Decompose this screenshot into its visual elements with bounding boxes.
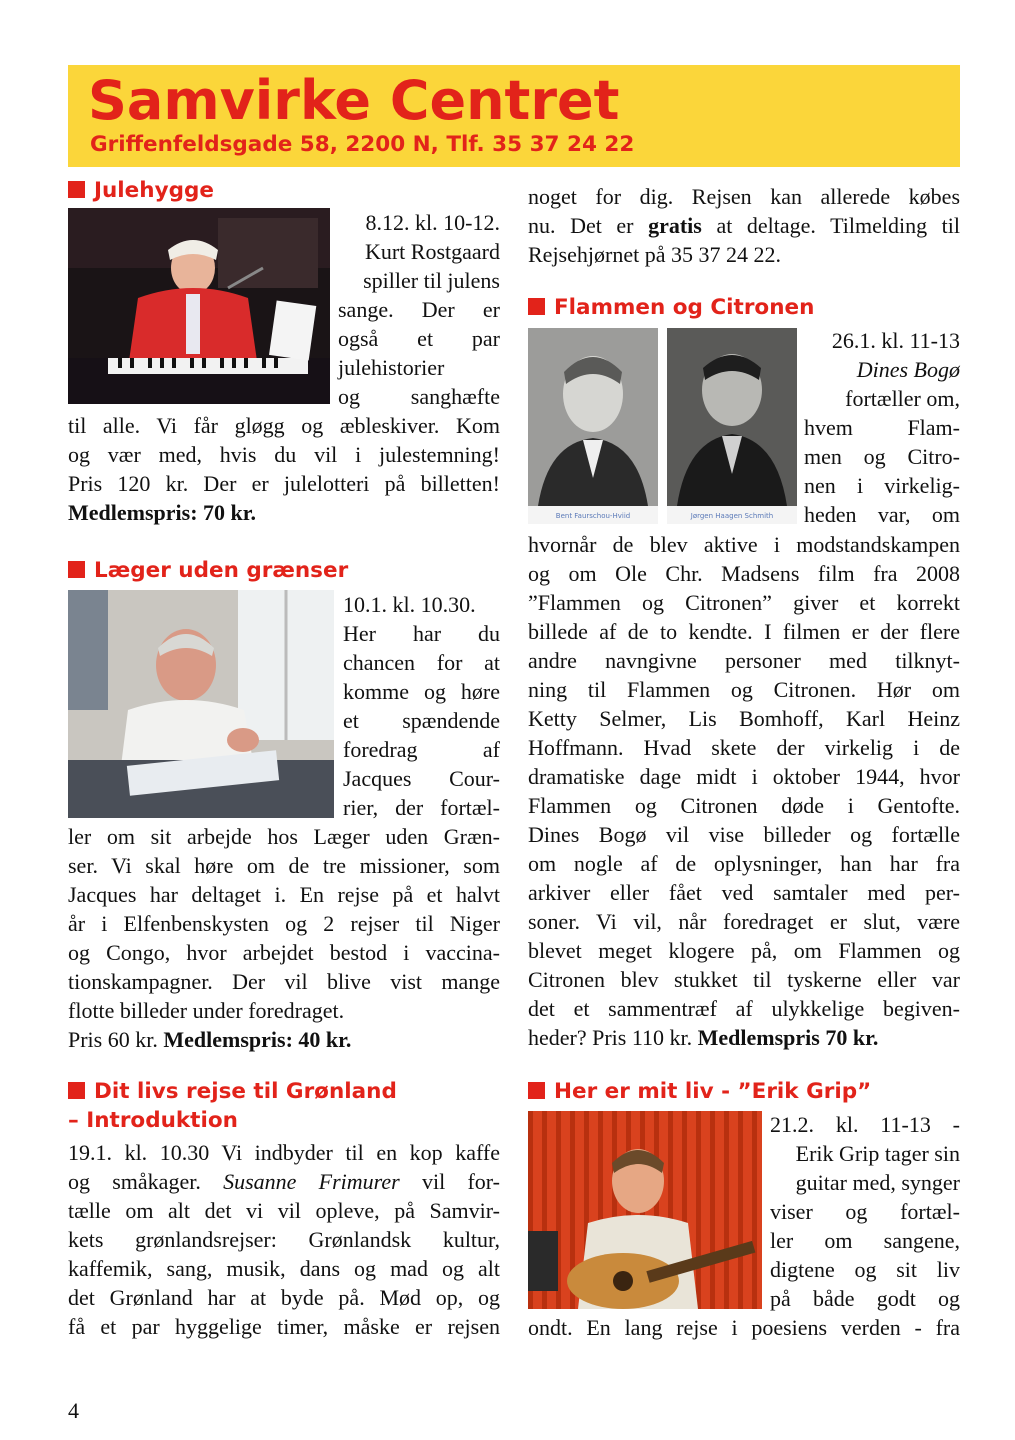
text-line: det Grønland har at byde på. Mød op, og [68, 1285, 500, 1310]
text-line [804, 355, 960, 384]
text-line: soner. Vi vil, når foredraget er slut, være [528, 909, 960, 934]
text-line: Citronen blev stukket til tyskerne eller var [528, 967, 960, 992]
text-line: og Congo, hvor arbejdet bestod i vaccina- [68, 940, 500, 965]
text-line: guitar med, synger [795, 1170, 960, 1195]
text-line: år i Elfenbenskysten og 2 rejser til Niger [68, 911, 500, 936]
free-label: gratis [648, 213, 702, 238]
price-text: Pris 60 kr. [68, 1027, 158, 1052]
photo-caption-right: Jørgen Haagen Schmith [690, 512, 774, 520]
text-line: rier, der fortæl- [343, 795, 500, 820]
groenland-text [68, 1138, 500, 1341]
text-line: om nogle af de oplysninger, han har fra [528, 851, 960, 876]
text-line: men og Citro- [804, 444, 960, 469]
text-line: komme og høre [343, 679, 500, 704]
text-line: 26.1. kl. 11-13 [831, 328, 960, 353]
text-line: Hoffmann. Hvad skete der virkelig i de [528, 735, 960, 760]
section-subtitle-groenland [68, 1106, 238, 1135]
text-line: heden var, om [804, 502, 960, 527]
text-fragment: at deltage. Tilmelding til [716, 213, 960, 238]
section-title-text: – Introduktion [68, 1108, 238, 1133]
text-line: Kurt Rostgaard [364, 239, 500, 264]
speaker-photo [68, 590, 334, 818]
section-title-text: Flammen og Citronen [554, 295, 815, 320]
text-line: 19.1. kl. 10.30 Vi indbyder til en kop kaffe [68, 1140, 500, 1165]
text-line: 10.1. kl. 10.30. [343, 592, 476, 617]
member-price-text: Medlemspris: 40 kr. [163, 1027, 352, 1052]
text-line: tælle om alt det vi vil opleve, på Samvir- [68, 1198, 500, 1223]
section-title-text: Dit livs rejse til Grønland [94, 1079, 397, 1104]
section-title-laeger [68, 556, 348, 585]
text-line: Jacques har deltaget i. En rejse på et halvt [68, 882, 500, 907]
text-line: også et par [338, 326, 500, 351]
text-line: dramatiske dage midt i oktober 1944, hvor [528, 764, 960, 789]
price-text: heder? Pris 110 kr. [528, 1025, 693, 1050]
text-line: tionskampagner. Der vil blive vist mange [68, 969, 500, 994]
bullet-square-icon [528, 298, 545, 315]
text-line: og om Ole Chr. Madsens film fra 2008 [528, 561, 960, 586]
text-line: Rejsehjørnet på 35 37 24 22. [528, 242, 781, 267]
text-line: på både godt og [770, 1286, 960, 1311]
erik-text-beside [770, 1110, 960, 1313]
resistance-portraits-photo [528, 328, 797, 524]
member-price-text: Medlemspris: 70 kr. [68, 500, 257, 525]
section-title-text: Julehygge [94, 178, 214, 203]
page-number: 4 [68, 1398, 79, 1423]
text-line: chancen for at [343, 650, 500, 675]
text-line: flotte billeder under foredraget. [68, 998, 345, 1023]
text-line [68, 1167, 500, 1196]
text-line: julehistorier [338, 355, 445, 380]
flammen-text-beside [804, 326, 960, 529]
text-fragment: og småkager. [68, 1169, 201, 1194]
text-line: hvornår de blev aktive i modstandskampen [528, 532, 960, 557]
text-line: 21.2. kl. 11-13 - [770, 1112, 960, 1137]
flammen-text-below [528, 530, 960, 1052]
text-line: Erik Grip tager sin [795, 1141, 960, 1166]
price-line [528, 1023, 960, 1052]
laeger-text-beside [343, 590, 500, 822]
text-line: Dines Bogø vil vise billeder og fortælle [528, 822, 960, 847]
erik-text-below [528, 1313, 960, 1342]
text-line: viser og fortæl- [770, 1199, 960, 1224]
text-line: ler om sangene, [770, 1228, 960, 1253]
text-line: foredrag af [343, 737, 500, 762]
pianist-photo [68, 208, 330, 404]
text-line: nen i virkelig- [804, 473, 960, 498]
text-line: Jacques Cour- [343, 766, 500, 791]
text-line: fortæller om, [845, 386, 960, 411]
text-line: og sanghæfte [338, 384, 500, 409]
text-line: til alle. Vi får gløgg og æbleskiver. Kom [68, 413, 500, 438]
text-line: blevet meget klogere på, om Flammen og [528, 938, 960, 963]
bullet-square-icon [68, 561, 85, 578]
text-line: og vær med, hvis du vil i julestemning! [68, 442, 500, 467]
speaker-name: Susanne Frimurer [223, 1169, 400, 1194]
address-line: Griffenfeldsgade 58, 2200 N, Tlf. 35 37 24 22 [90, 132, 635, 157]
text-line: et spændende [343, 708, 500, 733]
text-fragment: nu. Det er [528, 213, 634, 238]
text-line: andre navngivne personer med tilknyt- [528, 648, 960, 673]
text-line: Pris 120 kr. Der er julelotteri på billetten! [68, 471, 500, 496]
text-line [528, 211, 960, 240]
laeger-text-below [68, 822, 500, 1054]
text-line: billede af de to kendte. I filmen er der flere [528, 619, 960, 644]
header-banner [68, 65, 960, 167]
text-line: Ketty Selmer, Lis Bomhoff, Karl Heinz [528, 706, 960, 731]
member-price [68, 498, 500, 527]
section-title-groenland [68, 1077, 397, 1106]
julehygge-text-beside [338, 208, 500, 411]
text-line: kaffemik, sang, musik, dans og mad og alt [68, 1256, 500, 1281]
text-line: Flammen og Citronen døde i Gentofte. [528, 793, 960, 818]
text-line: ler om sit arbejde hos Læger uden Græn- [68, 824, 500, 849]
text-line: hvem Flam- [804, 415, 960, 440]
section-title-flammen [528, 293, 814, 322]
section-title-text: Læger uden grænser [94, 558, 349, 583]
text-line: det et sammentræf af ulykkelige begiven- [528, 996, 960, 1021]
text-fragment: vil for- [421, 1169, 500, 1194]
speaker-name: Dines Bogø [856, 357, 960, 382]
groenland-continued-text [528, 182, 960, 269]
text-line: digtene og sit liv [770, 1257, 960, 1282]
page-title: Samvirke Centret [88, 69, 620, 132]
text-line: ”Flammen og Citronen” giver et korrekt [528, 590, 960, 615]
member-price-text: Medlemspris 70 kr. [697, 1025, 879, 1050]
text-line: ondt. En lang rejse i poesiens verden - fra [528, 1315, 960, 1340]
text-line: arkiver eller fået ved samtaler med per- [528, 880, 960, 905]
julehygge-text-below [68, 411, 500, 527]
text-line: ser. Vi skal høre om de tre missioner, som [68, 853, 500, 878]
guitarist-photo [528, 1111, 762, 1309]
section-title-erik-grip [528, 1077, 871, 1106]
price-line [68, 1025, 500, 1054]
section-title-text: Her er mit liv - ”Erik Grip” [554, 1079, 872, 1104]
bullet-square-icon [68, 1082, 85, 1099]
text-line: Her har du [343, 621, 500, 646]
text-line: kets grønlandsrejser: Grønlandsk kultur, [68, 1227, 500, 1252]
text-line: spiller til julens [363, 268, 500, 293]
photo-caption-left: Bent Faurschou-Hviid [555, 512, 631, 520]
text-line: få et par hyggelige timer, måske er rejsen [68, 1314, 500, 1339]
bullet-square-icon [68, 181, 85, 198]
text-line: 8.12. kl. 10-12. [365, 210, 500, 235]
section-title-julehygge [68, 176, 214, 205]
text-line: noget for dig. Rejsen kan allerede købes [528, 184, 960, 209]
text-line: sange. Der er [338, 297, 500, 322]
bullet-square-icon [528, 1082, 545, 1099]
text-line: ning til Flammen og Citronen. Hør om [528, 677, 960, 702]
